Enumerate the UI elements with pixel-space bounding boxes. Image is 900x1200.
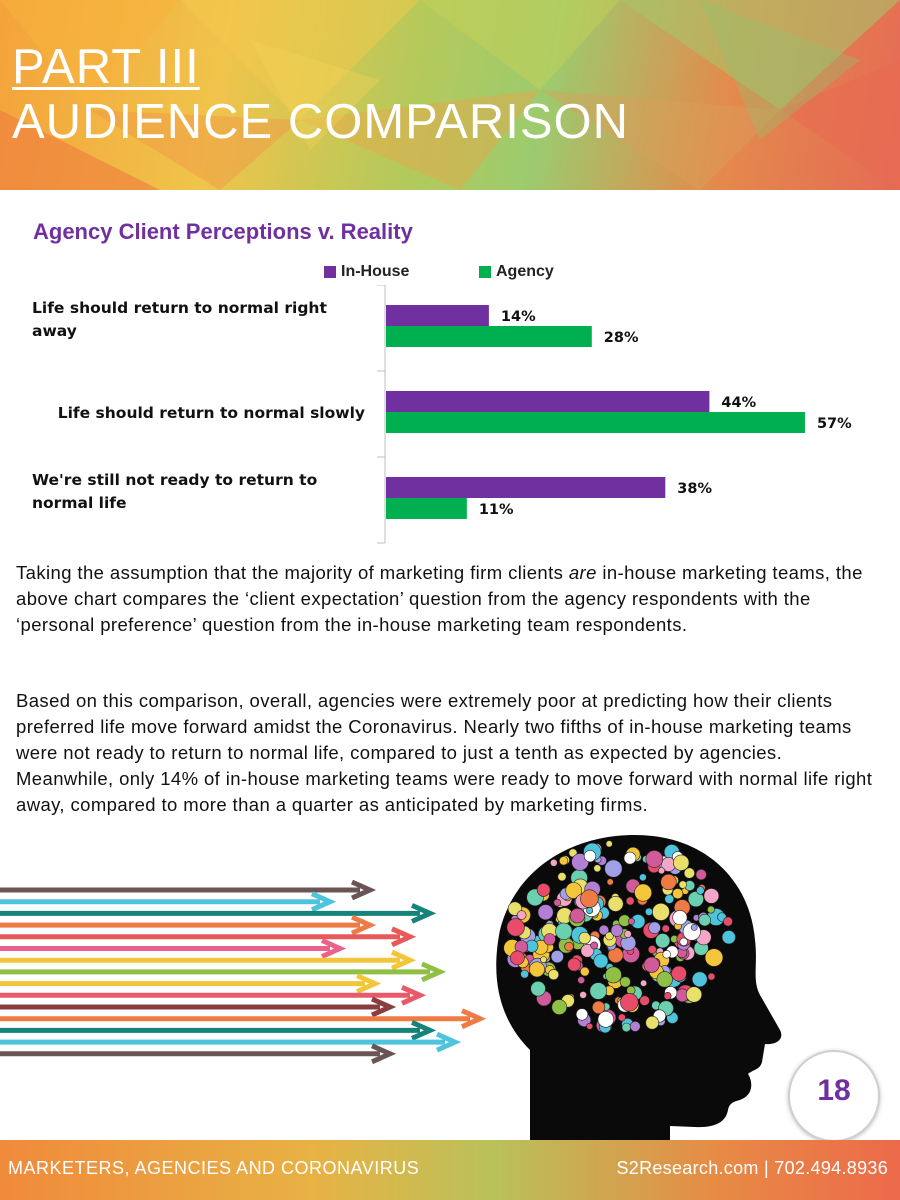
brain-bubble: [570, 908, 585, 923]
brain-bubble: [680, 938, 688, 946]
brain-bubble: [696, 869, 707, 880]
data-label: 14%: [500, 309, 536, 325]
brain-bubble: [622, 1023, 631, 1032]
brain-bubble: [607, 879, 613, 885]
brain-bubble: [639, 874, 646, 881]
brain-bubble: [646, 850, 663, 867]
brain-bubble: [661, 874, 677, 890]
brain-bubble: [590, 983, 607, 1000]
brain-bubble: [672, 966, 687, 981]
brain-bubble: [517, 911, 526, 920]
brain-bubble: [640, 980, 646, 986]
brain-bubble: [723, 917, 732, 926]
brain-bubble: [538, 905, 553, 920]
brain-bubble: [686, 987, 702, 1003]
footer-bar: [0, 1140, 900, 1200]
footer-publication-title: MARKETERS, AGENCIES AND CORONAVIRUS: [8, 1158, 420, 1178]
brain-bubble: [548, 969, 558, 979]
paragraph-1-text-a: Taking the assumption that the majority of marketing firm clients: [16, 562, 569, 583]
chart-title: Agency Client Perceptions v. Reality: [33, 219, 413, 244]
paragraph-1-emphasis: are: [568, 562, 597, 583]
footer-contact: S2Research.com | 702.494.8936: [616, 1158, 888, 1178]
brain-bubble: [663, 950, 671, 958]
brain-bubble: [579, 932, 591, 944]
brain-head-icon: [490, 830, 790, 1140]
data-label: 28%: [603, 330, 639, 346]
brain-bubble: [620, 977, 630, 987]
brain-bubble: [559, 857, 568, 866]
legend-label-agency: Agency: [496, 263, 554, 280]
brain-bubble: [628, 918, 634, 924]
brain-bubble: [662, 925, 669, 932]
bar-in-house-0: [386, 305, 489, 326]
brain-bubble: [707, 906, 714, 913]
brain-bubble: [665, 895, 674, 904]
brain-bubble: [673, 888, 683, 898]
brain-bubble: [673, 910, 687, 924]
brain-bubble: [554, 899, 561, 906]
brain-bubble: [664, 992, 671, 999]
category-label: normal life: [32, 494, 127, 512]
brain-bubble: [578, 977, 585, 984]
category-label: Life should return to normal right: [32, 299, 327, 317]
section-title: AUDIENCE COMPARISON: [12, 95, 630, 149]
bar-agency-0: [386, 326, 592, 347]
legend-label-in-house: In-House: [341, 263, 410, 280]
category-label: We're still not ready to return to: [32, 471, 318, 489]
brain-bubble: [640, 996, 650, 1006]
brain-bubble: [618, 1014, 625, 1021]
brain-bubble: [521, 970, 529, 978]
bar-agency-1: [386, 412, 805, 433]
brain-bubble: [704, 888, 719, 903]
brain-bubble: [679, 881, 687, 889]
brain-bubble: [656, 934, 670, 948]
page-number: 18: [817, 1074, 851, 1107]
brain-bubble: [606, 841, 612, 847]
brain-bubble: [580, 991, 587, 998]
brain-bubble: [529, 962, 544, 977]
brain-bubble: [644, 957, 659, 972]
data-label: 38%: [677, 481, 713, 497]
brain-bubble: [550, 859, 557, 866]
brain-bubble: [608, 896, 623, 911]
brain-bubble: [565, 942, 574, 951]
brain-bubble: [624, 931, 631, 938]
brain-bubble: [558, 873, 566, 881]
brain-bubble: [649, 922, 661, 934]
brain-bubble: [531, 981, 546, 996]
brain-bubble: [586, 907, 592, 913]
brain-bubble: [657, 972, 673, 988]
brain-bubble: [635, 884, 652, 901]
header-banner: [0, 0, 900, 190]
brain-bubble: [541, 957, 547, 963]
brain-bubble: [584, 850, 596, 862]
brain-bubble: [587, 1023, 593, 1029]
body-paragraph-1: [16, 560, 876, 638]
brain-bubble: [605, 860, 622, 877]
brain-bubble: [611, 925, 623, 937]
brain-bubble: [705, 949, 723, 967]
data-label: 57%: [816, 416, 852, 432]
brain-bubble: [626, 897, 634, 905]
bar-agency-2: [386, 498, 467, 519]
paragraph-1-text-b: in-house marketing teams, the above chart compares the ‘client expectation’ question from the agency respondents with the ‘personal preference’ question from the in-house marketing team respondents.: [16, 562, 863, 635]
data-label: 44%: [721, 395, 757, 411]
brain-bubble: [580, 967, 589, 976]
brain-bubble: [556, 923, 573, 940]
bar-chart: [0, 285, 900, 545]
brain-bubble: [673, 855, 689, 871]
legend-item-agency: [479, 263, 554, 281]
brain-bubble: [594, 865, 601, 872]
bar-in-house-2: [386, 477, 665, 498]
brain-bubble: [605, 967, 621, 983]
brain-bubble: [620, 993, 638, 1011]
brain-bubble: [630, 1021, 640, 1031]
brain-bubble: [568, 958, 581, 971]
brain-bubble: [537, 883, 550, 896]
brain-bubble: [594, 954, 608, 968]
legend-swatch-in-house: [324, 266, 336, 278]
body-paragraph-2: Based on this comparison, overall, agencies were extremely poor at predicting how their clients preferred life move forward amidst the Coronavirus. Nearly two fifths of in-house marketing teams were not ready to return to normal life, compared to just a tenth as expected by agencies. Meanwhile, only 14% of in-house marketing teams were ready to move forward with normal life right away, compared to more than a quarter as anticipated by marketing firms.: [16, 690, 873, 815]
colorful-arrows-illustration: [0, 870, 500, 1100]
brain-bubble: [552, 1000, 567, 1015]
part-label: PART III: [12, 40, 200, 94]
brain-bubble: [648, 945, 656, 953]
brain-bubble: [624, 852, 636, 864]
brain-bubble: [652, 903, 669, 920]
brain-bubble: [576, 1009, 588, 1021]
brain-bubble: [544, 934, 556, 946]
brain-bubble: [551, 950, 563, 962]
data-label: 11%: [478, 502, 514, 518]
legend-item-in-house: [324, 263, 409, 281]
category-label: away: [32, 322, 77, 340]
brain-bubble: [591, 942, 598, 949]
brain-bubble: [645, 908, 652, 915]
brain-bubble: [510, 951, 524, 965]
brain-bubble: [598, 1012, 614, 1028]
brain-bubble: [708, 973, 715, 980]
brain-bubble: [691, 924, 697, 930]
category-label: Life should return to normal slowly: [57, 404, 365, 422]
brain-bubble: [697, 887, 705, 895]
brain-bubble: [692, 972, 707, 987]
brain-bubble: [722, 931, 735, 944]
page-number-badge: [788, 1050, 880, 1142]
brain-bubble: [646, 1016, 659, 1029]
brain-bubble: [507, 919, 525, 937]
legend-swatch-agency: [479, 266, 491, 278]
bar-in-house-1: [386, 391, 709, 412]
brain-bubble: [699, 914, 711, 926]
brain-bubble: [581, 890, 599, 908]
brain-bubble: [658, 868, 664, 874]
